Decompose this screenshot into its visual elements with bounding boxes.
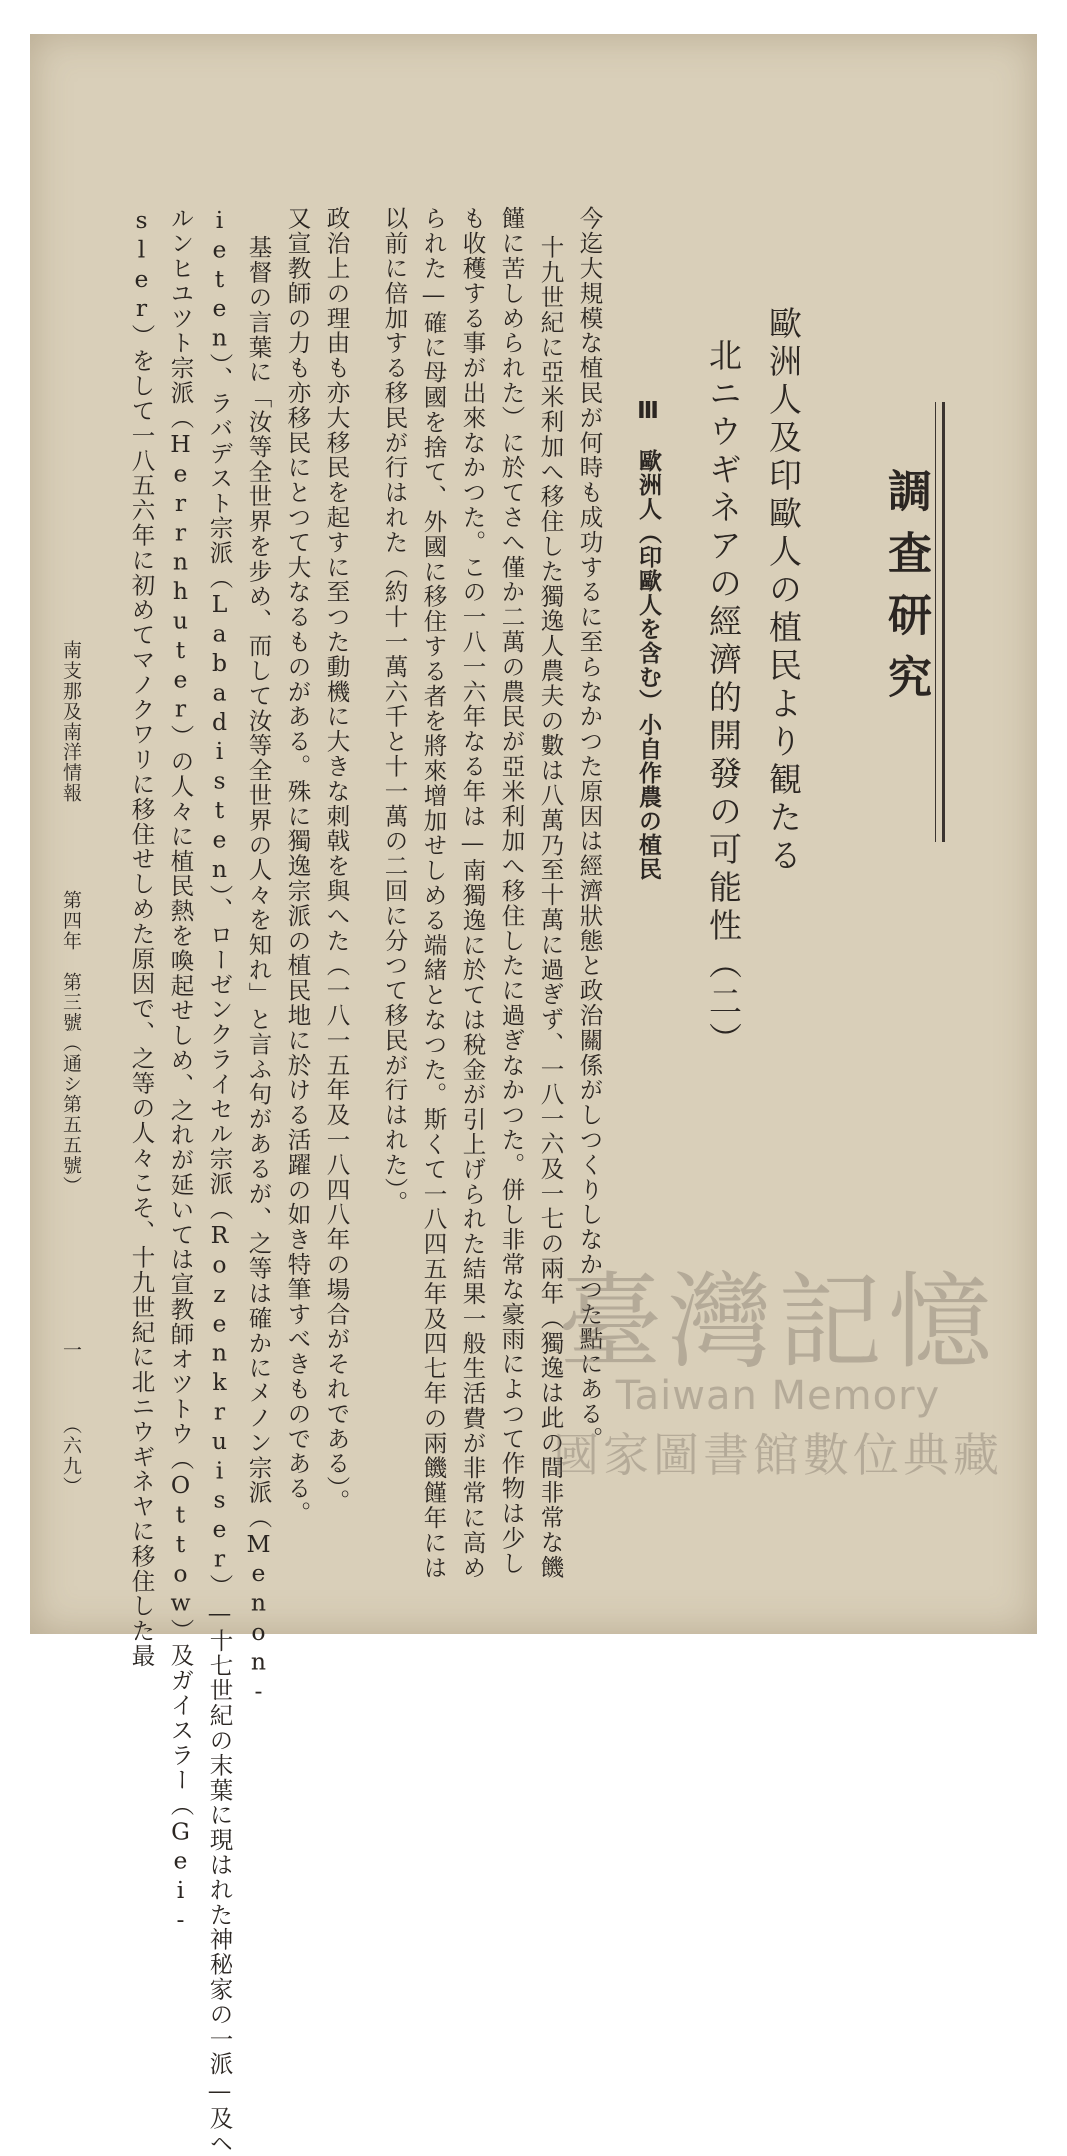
- watermark-script-text: 臺灣記憶: [557, 1261, 998, 1383]
- footer-issue-number: 第四年 第三號（通シ第五五號）: [60, 890, 82, 1196]
- body-line: 政治上の理由も亦大移民を起すに至つた動機に大きな刺戟を與へた（一八一五年及一八四八年の場合がそれである）。: [322, 206, 351, 1514]
- footer-page-number-paren: （六九）: [60, 1415, 82, 1497]
- body-line: ルンヒユツト宗派（Herrnhuter）の人々に植民熱を喚起せしめ、之れが延いては宣教師オツトウ（Ottow）及ガイスラー（Gei-: [166, 206, 195, 1935]
- body-line: 今迄大規模な植民が何時も成功するに至らなかつた原因は經濟狀態と政治關係がしつくりしなかつた點にある。: [575, 206, 604, 1451]
- article-title-line-1: 歐洲人及印歐人の植民より観たる: [764, 306, 803, 876]
- body-line: られた—確に母國を捨て、外國に移住する者を將來增加せしめる端緒となつた。斯くて一八四五年及四七年の兩饑饉年には: [419, 206, 448, 1580]
- footer-page-number: 一: [60, 1340, 82, 1361]
- category-heading: 調査研究: [880, 468, 931, 716]
- section-heading: Ⅲ 歐洲人（印歐人を含む）小自作農の植民: [635, 398, 661, 881]
- taiwan-memory-watermark: [523, 1261, 1033, 1485]
- body-line: 饉に苦しめられた）に於てさへ僅か二萬の農民が亞米利加へ移住したに過ぎなかつた。併し非常な豪雨によつて作物は少し: [497, 206, 526, 1576]
- body-line: 十九世紀に亞米利加へ移住した獨逸人農夫の數は八萬乃至十萬に過ぎず、一八一六及一七の兩年（獨逸は此の間非常な饑: [536, 235, 565, 1580]
- body-line: 基督の言葉に「汝等全世界を步め、而して汝等全世界の人々を知れ」と言ふ句があるが、之等は確かにメノン宗派（Menon-: [244, 235, 273, 1707]
- body-line: sler）をして一八五六年に初めてマノクワリに移住せしめた原因で、之等の人々こそ、十九世紀に北ニウギネヤに移住した最: [127, 206, 156, 1669]
- watermark-english-text: Taiwan Memory: [615, 1373, 941, 1420]
- footer-journal-name: 南支那及南洋情報: [60, 640, 82, 804]
- watermark-chinese-text: 國家圖書館數位典藏: [553, 1428, 1003, 1483]
- body-line: も收穫する事が出來なかつた。この一八一六年なる年は—南獨逸に於ては稅金が引上げられた結果一般生活費が非常に高め: [458, 206, 487, 1580]
- heading-rule-outer: [942, 402, 945, 842]
- article-title-line-2: 北ニウギネアの經濟的開發の可能性（二）: [704, 338, 743, 1060]
- body-line: 以前に倍加する移民が行はれた（約十一萬六千と十一萬の二回に分つて移民が行はれた）。: [380, 206, 409, 1216]
- body-line: ieten）、ラバデスト宗派（Labadisten）、ローゼンクライセル宗派（Rozenkruiser）—十七世紀の末葉に現はれた神秘家の一派—及ヘ: [205, 206, 234, 2156]
- body-line: 又宣教師の力も亦移民にとつて大なるものがある。殊に獨逸宗派の植民地に於ける活躍の如き特筆すべきものである。: [283, 206, 312, 1526]
